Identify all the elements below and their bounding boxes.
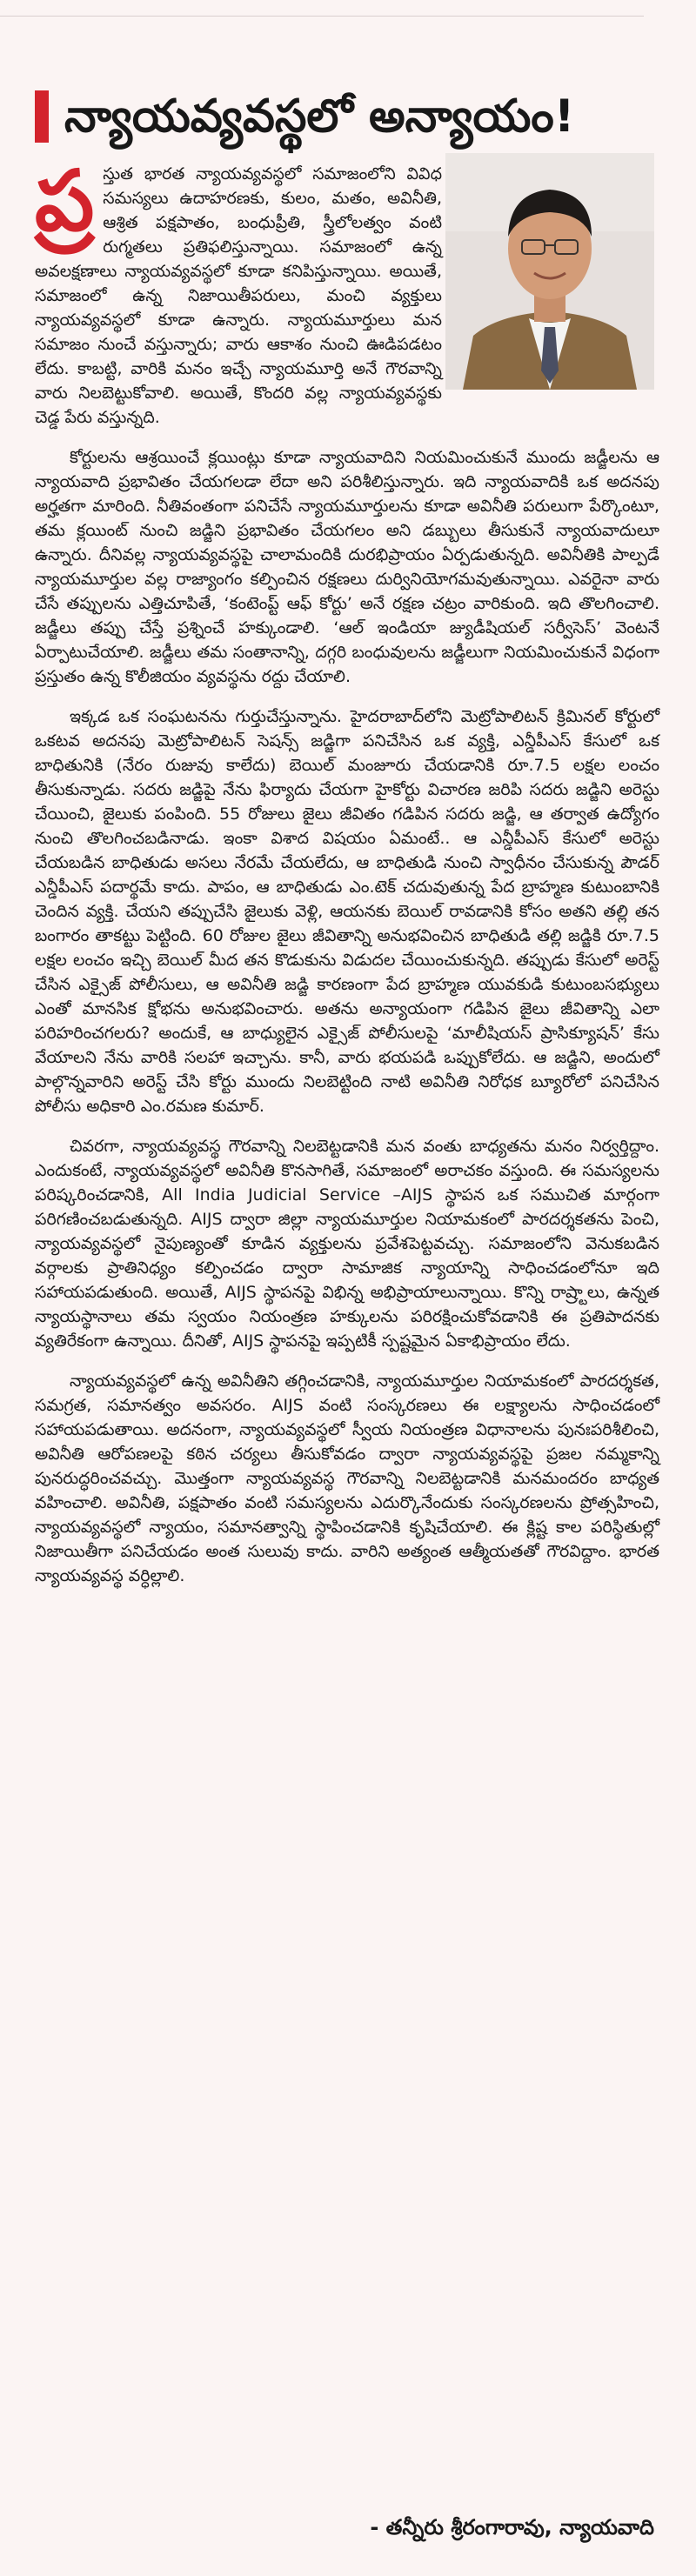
headline: న్యాయవ్యవస్థలో అన్యాయం! xyxy=(64,90,575,143)
author-signature: - తన్నీరు శ్రీరంగారావు, న్యాయవాది xyxy=(370,2515,654,2539)
paragraph-2: కోర్టులను ఆశ్రయించే క్లయింట్లు కూడా న్యాయవాదిని నియమించుకునే ముందు జడ్జీలను ఆ న్యాయవాది ప్రభావితం చేయగలడా లేదా అని పరిశీలిస్తున్నారు. ఇది న్యాయవాదికి ఒక అదనపు అర్హతగా మారింది. నీతివంతంగా పనిచేసే న్యాయమూర్తులను కూడా అవినీతి పరులుగా పేర్కొంటూ, తమ క్లయింట్ నుంచి జడ్జిని ప్రభావితం చేయగలం అని డబ్బులు తీసుకునే న్యాయవాదులూ ఉన్నారు. దీనివల్ల న్యాయవ్యవస్థపై చాలామందికి దురభిప్రాయం ఏర్పడుతున్నది. అవినీతికి పాల్పడే న్యాయమూర్తుల వల్ల రాజ్యాంగం కల్పించిన రక్షణలు దుర్వినియోగమవుతున్నాయి. ఎవరైనా వారు చేసే తప్పులను ఎత్తిచూపితే, ‘కంటెంప్ట్ ఆఫ్ కోర్టు’ అనే రక్షణ చట్రం వారికుంది. ఇది తొలగించాలి. జడ్జీలు తప్పు చేస్తే ప్రశ్నించే హక్కుండాలి. ‘ఆల్ ఇండియా జ్యుడీషియల్ సర్వీసెస్’ వెంటనే ఏర్పాటుచేయాలి. జడ్జీలు తమ సంతానాన్ని, దగ్గరి బంధువులను జడ్జీలుగా నియమించుకునే విధంగా ప్రస్తుతం ఉన్న కొలీజియం వ్యవస్థను రద్దు చేయాలి. xyxy=(35,448,659,686)
paragraph-3: ఇక్కడ ఒక సంఘటనను గుర్తుచేస్తున్నాను. హైదరాబాద్‌లోని మెట్రోపాలిటన్ క్రిమినల్ కోర్టులో ఒకటవ అదనపు మెట్రోపాలిటన్ సెషన్స్ జడ్జిగా పనిచేసిన ఒక వ్యక్తి, ఎన్డీపీఎస్ కేసులో ఒక బాధితునికి (నేరం రుజువు కాలేదు) బెయిల్ మంజూరు చేయడానికి రూ.7.5 లక్షల లంచం తీసుకున్నాడు. సదరు జడ్జిపై నేను ఫిర్యాదు చేయగా హైకోర్టు విచారణ జరిపి సదరు జడ్జిని అరెస్టు చేయించి, జైలుకు పంపింది. 55 రోజులు జైలు జీవితం గడిపిన సదరు జడ్జి, ఆ తర్వాత ఉద్యోగం నుంచి తొలగించబడినాడు. ఇంకా విశాద విషయం ఏమంటే.. ఆ ఎన్డీపీఎస్ కేసులో అరెస్టు చేయబడిన బాధితుడు అసలు నేరమే చేయలేదు, ఆ బాధితుడి నుంచి స్వాధీనం చేసుకున్న పౌడర్ ఎన్డీపీఎస్ పదార్థమే కాదు. పాపం, ఆ బాధితుడు ఎం.టెక్ చదువుతున్న పేద బ్రాహ్మణ కుటుంబానికి చెందిన వ్యక్తి. చేయని తప్పుచేసి జైలుకు వెళ్లి, ఆయనకు బెయిల్ రావడానికి కోసం అతని తల్లి తన బంగారం తాకట్టు పెట్టింది. 60 రోజుల జైలు జీవితాన్ని అనుభవించిన బాధితుడి తల్లి జడ్జికి రూ.7.5 లక్షల లంచం ఇచ్చి బెయిల్ మీద తన కొడుకును విడుదల చేయించుకున్నది. తప్పుడు కేసులో అరెస్ట్ చేసిన ఎక్సైజ్ పోలీసులు, ఆ అవినీతి జడ్జి కారణంగా పేద బ్రాహ్మణ యువకుడి కుటుంబసభ్యులు ఎంతో మానసిక క్షోభను అనుభవించారు. అతను అన్యాయంగా గడిపిన జైలు జీవితాన్ని ఎలా పరిహరించగలరు? అందుకే, ఆ బాధ్యులైన ఎక్సైజ్ పోలీసులపై ‘మాలీషియస్ ప్రాసిక్యూషన్’ కేసు వేయాలని నేను వారికి సలహా ఇచ్చాను. కానీ, వారు భయపడి ఒప్పుకోలేదు. ఆ జడ్జిని, అందులో పాల్గొన్నవారిని అరెస్ట్ చేసి కోర్టు ముందు నిలబెట్టింది నాటి అవినీతి నిరోధక బ్యూరోలో పనిచేసిన పోలీసు అధికారి ఎం.రమణ కుమార్. xyxy=(35,707,659,1116)
headline-accent-bar xyxy=(35,90,49,143)
article xyxy=(35,31,659,2553)
dropcap: ప్ర xyxy=(35,152,95,250)
paragraph-1-text: స్తుత భారత న్యాయవ్యవస్థలో సమాజంలోని వివిధ సమస్యలు ఉదాహరణకు, కులం, మతం, అవినీతి, ఆశ్రిత పక్షపాతం, బంధుప్రీతి, స్త్రీలోలత్వం వంటి రుగ్మతలు ప్రతిఫలిస్తున్నాయి. సమాజంలో ఉన్న అవలక్షణాలు న్యాయవ్యవస్థలో కూడా కనిపిస్తున్నాయి. అయితే, సమాజంలో ఉన్న నిజాయితీపరులు, మంచి వ్యక్తులు న్యాయవ్యవస్థలో కూడా ఉన్నారు. న్యాయమూర్తులు మన సమాజం నుంచే వస్తున్నారు; వారు ఆకాశం నుంచి ఊడిపడటం లేదు. కాబట్టి, వారికి మనం ఇచ్చే న్యాయమూర్తి అనే గౌరవాన్ని వారు నిలబెట్టుకోవాలి. అయితే, కొందరి వల్ల న్యాయవ్యవస్థకు చెడ్డ పేరు వస్తున్నది. xyxy=(35,164,442,427)
portrait-wrap-space xyxy=(442,162,659,398)
paragraph-5: న్యాయవ్యవస్థలో ఉన్న అవినీతిని తగ్గించడానికి, న్యాయమూర్తుల నియామకంలో పారదర్శకత, సమగ్రత, సమానత్వం అవసరం. AIJS వంటి సంస్కరణలు ఈ లక్ష్యాలను సాధించడంలో సహాయపడుతాయి. అదనంగా, న్యాయవ్యవస్థలో స్వీయ నియంత్రణ విధానాలను పునఃపరిశీలించి, అవినీతి ఆరోపణలపై కఠిన చర్యలు తీసుకోవడం ద్వారా న్యాయవ్యవస్థపై ప్రజల నమ్మకాన్ని పునరుద్ధరించవచ్చు. మొత్తంగా న్యాయవ్యవస్థ గౌరవాన్ని నిలబెట్టడానికి మనమందరం బాధ్యత వహించాలి. అవినీతి, పక్షపాతం వంటి సమస్యలను ఎదుర్కొనేందుకు సంస్కరణలను ప్రోత్సహించి, న్యాయవ్యవస్థలో న్యాయం, సమానత్వాన్ని స్థాపించడానికి కృషిచేయాలి. ఈ క్లిష్ట కాల పరిస్థితుల్లో నిజాయితీగా పనిచేయడం అంత సులువు కాదు. వారిని అత్యంత ఆత్మీయతతో గౌరవిద్దాం. భారత న్యాయవ్యవస్థ వర్ధిల్లాలి. xyxy=(35,1371,659,1585)
article-body xyxy=(35,152,659,1604)
paragraph-4: చివరగా, న్యాయవ్యవస్థ గౌరవాన్ని నిలబెట్టడానికి మన వంతు బాధ్యతను మనం నిర్వర్తిద్దాం. ఎందుకంటే, న్యాయవ్యవస్థలో అవినీతి కొనసాగితే, సమాజంలో అరాచకం వస్తుంది. ఈ సమస్యలను పరిష్కరించడానికి, All India Judicial Service –AIJS స్థాపన ఒక సముచిత మార్గంగా పరిగణించబడుతున్నది. AIJS ద్వారా జిల్లా న్యాయమూర్తుల నియామకంలో పారదర్శకతను పెంచి, న్యాయవ్యవస్థలో నైపుణ్యంతో కూడిన వ్యక్తులను ప్రవేశపెట్టవచ్చు. సమాజంలోని వెనుకబడిన వర్గాలకు ప్రాతినిధ్యం కల్పించడం ద్వారా సామాజిక న్యాయాన్ని సాధించడంలోనూ ఇది సహాయపడుతుంది. అయితే, AIJS స్థాపనపై విభిన్న అభిప్రాయాలున్నాయి. కొన్ని రాష్ర్టాలు, ఉన్నత న్యాయస్థానాలు తమ స్వయం నియంత్రణ హక్కులను పరిరక్షించుకోవడానికి ఈ ప్రతిపాదనకు వ్యతిరేకంగా ఉన్నాయి. దీనితో, AIJS స్థాపనపై ఇప్పటికీ స్పష్టమైన ఏకాభిప్రాయం లేదు. xyxy=(35,1137,659,1351)
top-divider xyxy=(0,16,644,17)
article-header xyxy=(35,85,659,155)
